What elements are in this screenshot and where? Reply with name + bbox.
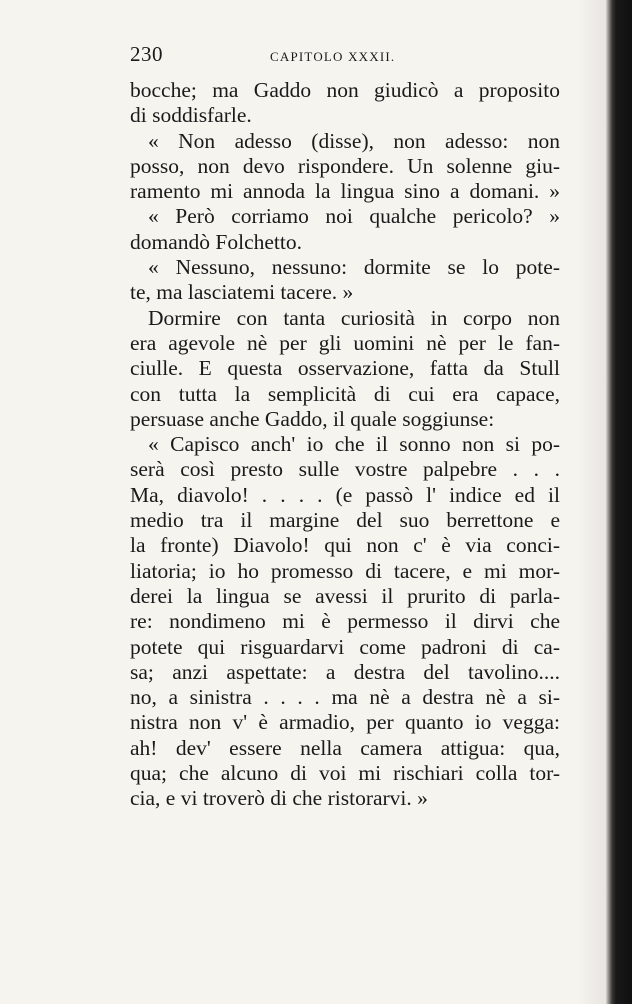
text-line: era agevole nè per gli uomini nè per le fan-	[130, 330, 560, 355]
text-line: medio tra il margine del suo berrettone e	[130, 508, 560, 533]
text-line: serà così presto sulle vostre palpebre . . .	[130, 457, 560, 482]
text-line: di soddisfarle.	[130, 103, 252, 128]
page-header	[130, 42, 560, 78]
text-line: sa; anzi aspettate: a destra del tavolino....	[130, 659, 560, 684]
text-line: Ma, diavolo! . . . . (e passò l' indice ed il	[130, 482, 560, 507]
text-line: Dormire con tanta curiosità in corpo non	[148, 305, 560, 330]
text-line: qua; che alcuno di voi mi rischiari colla tor-	[130, 761, 560, 786]
text-line: la fronte) Diavolo! qui non c' è via conci-	[130, 533, 560, 558]
text-line: no, a sinistra . . . . ma nè a destra nè a si-	[130, 685, 560, 710]
text-line: bocche; ma Gaddo non giudicò a proposito	[130, 78, 560, 102]
text-line: cia, e vi troverò di che ristorarvi. »	[130, 786, 428, 811]
text-line: re: nondimeno mi è permesso il dirvi che	[130, 609, 560, 634]
text-line: nistra non v' è armadio, per quanto io vegga:	[130, 710, 560, 735]
page-shadow	[576, 0, 606, 1004]
text-line: con tutta la semplicità di cui era capace,	[130, 381, 560, 406]
text-line: ciulle. E questa osservazione, fatta da Stull	[130, 356, 560, 381]
text-line: derei la lingua se avessi il prurito di parla-	[130, 583, 560, 608]
text-block	[130, 42, 560, 812]
text-line: potete qui risguardarvi come padroni di ca-	[130, 634, 560, 659]
text-line: « Però corriamo noi qualche pericolo? »	[148, 204, 560, 229]
text-line: « Non adesso (disse), non adesso: non	[148, 128, 560, 153]
text-line: te, ma lasciatemi tacere. »	[130, 280, 354, 305]
text-line: liatoria; io ho promesso di tacere, e mi mor-	[130, 558, 560, 583]
text-line: persuase anche Gaddo, il quale soggiunse:	[130, 406, 495, 431]
page-edge	[606, 0, 632, 1004]
text-line: posso, non devo rispondere. Un solenne giu-	[130, 153, 560, 178]
text-line: « Nessuno, nessuno: dormite se lo pote-	[148, 255, 560, 280]
text-line: ramento mi annoda la lingua sino a domani. »	[130, 179, 560, 204]
text-line: ah! dev' essere nella camera attigua: qua,	[130, 735, 560, 760]
running-head: CAPITOLO XXXII.	[270, 49, 396, 64]
page-number: 230	[130, 42, 163, 66]
text-line: domandò Folchetto.	[130, 229, 302, 254]
text-line: « Capisco anch' io che il sonno non si po-	[148, 432, 560, 457]
